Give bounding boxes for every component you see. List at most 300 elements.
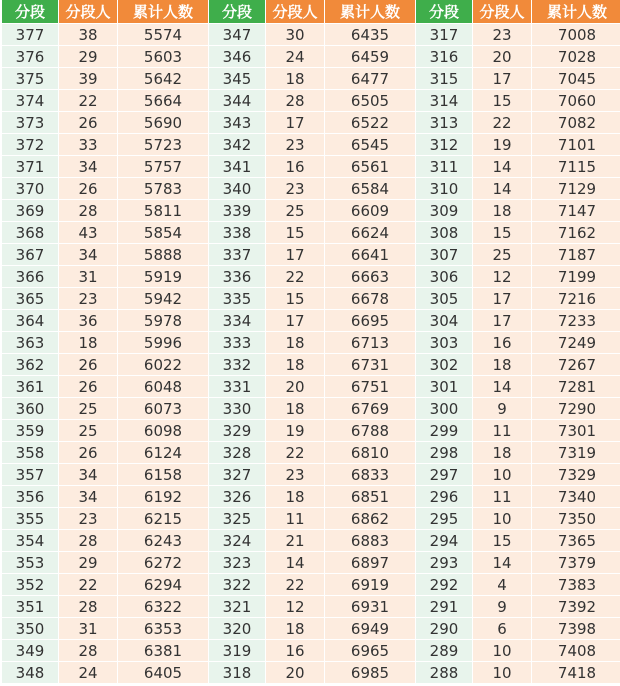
segment-cell: 361 xyxy=(2,376,58,398)
segment-cell: 341 xyxy=(209,156,265,178)
segment-cell: 331 xyxy=(209,376,265,398)
count-cell: 16 xyxy=(266,640,324,662)
count-cell: 23 xyxy=(266,464,324,486)
cumulative-cell: 7101 xyxy=(532,134,620,156)
count-cell: 19 xyxy=(473,134,531,156)
cumulative-cell: 6919 xyxy=(325,574,415,596)
segment-cell: 312 xyxy=(416,134,472,156)
count-cell: 34 xyxy=(59,244,117,266)
count-cell: 25 xyxy=(59,398,117,420)
cumulative-cell: 6833 xyxy=(325,464,415,486)
cumulative-cell: 7379 xyxy=(532,552,620,574)
cumulative-cell: 6883 xyxy=(325,530,415,552)
cumulative-cell: 6477 xyxy=(325,68,415,90)
segment-cell: 365 xyxy=(2,288,58,310)
count-cell: 16 xyxy=(473,332,531,354)
segment-cell: 320 xyxy=(209,618,265,640)
segment-cell: 337 xyxy=(209,244,265,266)
segment-cell: 375 xyxy=(2,68,58,90)
cumulative-cell: 6862 xyxy=(325,508,415,530)
segment-cell: 333 xyxy=(209,332,265,354)
count-cell: 18 xyxy=(473,442,531,464)
segment-cell: 330 xyxy=(209,398,265,420)
cumulative-cell: 7408 xyxy=(532,640,620,662)
count-cell: 24 xyxy=(59,662,117,684)
segment-cell: 338 xyxy=(209,222,265,244)
cumulative-cell: 5783 xyxy=(118,178,208,200)
segment-cell: 291 xyxy=(416,596,472,618)
cumulative-cell: 6124 xyxy=(118,442,208,464)
cumulative-cell: 6584 xyxy=(325,178,415,200)
segment-cell: 323 xyxy=(209,552,265,574)
cumulative-cell: 5996 xyxy=(118,332,208,354)
cumulative-cell: 6788 xyxy=(325,420,415,442)
cumulative-cell: 6931 xyxy=(325,596,415,618)
cumulative-cell: 6322 xyxy=(118,596,208,618)
segment-cell: 324 xyxy=(209,530,265,552)
segment-cell: 348 xyxy=(2,662,58,684)
cumulative-cell: 5574 xyxy=(118,24,208,46)
cumulative-cell: 6294 xyxy=(118,574,208,596)
segment-cell: 318 xyxy=(209,662,265,684)
segment-cell: 377 xyxy=(2,24,58,46)
segment-cell: 346 xyxy=(209,46,265,68)
count-cell: 18 xyxy=(266,618,324,640)
count-cell: 17 xyxy=(266,112,324,134)
cumulative-cell: 6695 xyxy=(325,310,415,332)
cumulative-cell: 6243 xyxy=(118,530,208,552)
segment-cell: 303 xyxy=(416,332,472,354)
cumulative-cell: 6949 xyxy=(325,618,415,640)
segment-cell: 369 xyxy=(2,200,58,222)
table-row xyxy=(2,288,620,310)
segment-cell: 327 xyxy=(209,464,265,486)
segment-cell: 296 xyxy=(416,486,472,508)
cumulative-cell: 6098 xyxy=(118,420,208,442)
cumulative-cell: 5854 xyxy=(118,222,208,244)
cumulative-cell: 7418 xyxy=(532,662,620,684)
segment-cell: 319 xyxy=(209,640,265,662)
cumulative-cell: 7319 xyxy=(532,442,620,464)
segment-cell: 288 xyxy=(416,662,472,684)
segment-cell: 301 xyxy=(416,376,472,398)
cumulative-cell: 7162 xyxy=(532,222,620,244)
cumulative-cell: 6505 xyxy=(325,90,415,112)
count-cell: 22 xyxy=(59,90,117,112)
segment-cell: 364 xyxy=(2,310,58,332)
header-cumulative: 累计人数 xyxy=(118,0,208,24)
cumulative-cell: 5723 xyxy=(118,134,208,156)
count-cell: 21 xyxy=(266,530,324,552)
segment-cell: 345 xyxy=(209,68,265,90)
cumulative-cell: 6965 xyxy=(325,640,415,662)
cumulative-cell: 6522 xyxy=(325,112,415,134)
cumulative-cell: 7383 xyxy=(532,574,620,596)
header-segment: 分段 xyxy=(416,0,472,24)
header-count: 分段人 xyxy=(59,0,117,24)
segment-cell: 292 xyxy=(416,574,472,596)
segment-cell: 353 xyxy=(2,552,58,574)
count-cell: 18 xyxy=(266,398,324,420)
cumulative-cell: 6985 xyxy=(325,662,415,684)
count-cell: 12 xyxy=(473,266,531,288)
segment-cell: 358 xyxy=(2,442,58,464)
cumulative-cell: 6609 xyxy=(325,200,415,222)
segment-cell: 336 xyxy=(209,266,265,288)
cumulative-cell: 6731 xyxy=(325,354,415,376)
score-table-container xyxy=(1,0,617,684)
table-row xyxy=(2,156,620,178)
count-cell: 14 xyxy=(266,552,324,574)
count-cell: 33 xyxy=(59,134,117,156)
count-cell: 18 xyxy=(473,200,531,222)
table-row xyxy=(2,420,620,442)
segment-cell: 321 xyxy=(209,596,265,618)
cumulative-cell: 6810 xyxy=(325,442,415,464)
segment-cell: 314 xyxy=(416,90,472,112)
cumulative-cell: 5757 xyxy=(118,156,208,178)
count-cell: 9 xyxy=(473,398,531,420)
count-cell: 22 xyxy=(59,574,117,596)
count-cell: 34 xyxy=(59,486,117,508)
table-row xyxy=(2,618,620,640)
segment-cell: 370 xyxy=(2,178,58,200)
segment-cell: 372 xyxy=(2,134,58,156)
table-row xyxy=(2,530,620,552)
count-cell: 14 xyxy=(473,376,531,398)
cumulative-cell: 6897 xyxy=(325,552,415,574)
table-row xyxy=(2,134,620,156)
cumulative-cell: 7329 xyxy=(532,464,620,486)
cumulative-cell: 6769 xyxy=(325,398,415,420)
cumulative-cell: 7249 xyxy=(532,332,620,354)
segment-cell: 300 xyxy=(416,398,472,420)
count-cell: 10 xyxy=(473,464,531,486)
segment-cell: 360 xyxy=(2,398,58,420)
count-cell: 15 xyxy=(266,288,324,310)
count-cell: 14 xyxy=(473,178,531,200)
segment-cell: 310 xyxy=(416,178,472,200)
cumulative-cell: 7350 xyxy=(532,508,620,530)
count-cell: 23 xyxy=(266,134,324,156)
segment-cell: 317 xyxy=(416,24,472,46)
count-cell: 14 xyxy=(473,552,531,574)
table-row xyxy=(2,332,620,354)
count-cell: 31 xyxy=(59,618,117,640)
segment-cell: 329 xyxy=(209,420,265,442)
count-cell: 17 xyxy=(473,68,531,90)
cumulative-cell: 7028 xyxy=(532,46,620,68)
segment-cell: 357 xyxy=(2,464,58,486)
count-cell: 28 xyxy=(266,90,324,112)
cumulative-cell: 5690 xyxy=(118,112,208,134)
cumulative-cell: 6624 xyxy=(325,222,415,244)
cumulative-cell: 7290 xyxy=(532,398,620,420)
cumulative-cell: 7233 xyxy=(532,310,620,332)
segment-cell: 376 xyxy=(2,46,58,68)
count-cell: 26 xyxy=(59,442,117,464)
cumulative-cell: 7129 xyxy=(532,178,620,200)
count-cell: 17 xyxy=(473,310,531,332)
segment-cell: 367 xyxy=(2,244,58,266)
count-cell: 28 xyxy=(59,530,117,552)
count-cell: 25 xyxy=(473,244,531,266)
count-cell: 15 xyxy=(473,530,531,552)
table-row xyxy=(2,112,620,134)
segment-cell: 371 xyxy=(2,156,58,178)
segment-cell: 304 xyxy=(416,310,472,332)
count-cell: 18 xyxy=(473,354,531,376)
segment-cell: 355 xyxy=(2,508,58,530)
segment-cell: 356 xyxy=(2,486,58,508)
count-cell: 34 xyxy=(59,156,117,178)
cumulative-cell: 5664 xyxy=(118,90,208,112)
segment-cell: 306 xyxy=(416,266,472,288)
cumulative-cell: 6158 xyxy=(118,464,208,486)
cumulative-cell: 6048 xyxy=(118,376,208,398)
segment-cell: 332 xyxy=(209,354,265,376)
header-segment: 分段 xyxy=(209,0,265,24)
segment-cell: 294 xyxy=(416,530,472,552)
cumulative-cell: 7045 xyxy=(532,68,620,90)
count-cell: 29 xyxy=(59,552,117,574)
count-cell: 22 xyxy=(266,442,324,464)
cumulative-cell: 6405 xyxy=(118,662,208,684)
count-cell: 23 xyxy=(266,178,324,200)
table-body xyxy=(2,24,620,684)
cumulative-cell: 6022 xyxy=(118,354,208,376)
cumulative-cell: 6561 xyxy=(325,156,415,178)
table-row xyxy=(2,46,620,68)
count-cell: 26 xyxy=(59,178,117,200)
table-row xyxy=(2,662,620,684)
count-cell: 36 xyxy=(59,310,117,332)
table-row xyxy=(2,68,620,90)
segment-cell: 289 xyxy=(416,640,472,662)
segment-cell: 368 xyxy=(2,222,58,244)
table-row xyxy=(2,244,620,266)
cumulative-cell: 7082 xyxy=(532,112,620,134)
cumulative-cell: 6381 xyxy=(118,640,208,662)
segment-cell: 374 xyxy=(2,90,58,112)
segment-cell: 313 xyxy=(416,112,472,134)
count-cell: 10 xyxy=(473,640,531,662)
count-cell: 20 xyxy=(266,376,324,398)
count-cell: 18 xyxy=(266,68,324,90)
count-cell: 28 xyxy=(59,596,117,618)
count-cell: 18 xyxy=(266,486,324,508)
cumulative-cell: 5942 xyxy=(118,288,208,310)
count-cell: 38 xyxy=(59,24,117,46)
cumulative-cell: 7147 xyxy=(532,200,620,222)
count-cell: 39 xyxy=(59,68,117,90)
count-cell: 23 xyxy=(59,508,117,530)
count-cell: 25 xyxy=(266,200,324,222)
segment-cell: 299 xyxy=(416,420,472,442)
count-cell: 29 xyxy=(59,46,117,68)
header-cumulative: 累计人数 xyxy=(532,0,620,24)
count-cell: 26 xyxy=(59,376,117,398)
segment-cell: 359 xyxy=(2,420,58,442)
cumulative-cell: 7187 xyxy=(532,244,620,266)
table-row xyxy=(2,178,620,200)
count-cell: 6 xyxy=(473,618,531,640)
count-cell: 23 xyxy=(473,24,531,46)
table-row xyxy=(2,376,620,398)
count-cell: 19 xyxy=(266,420,324,442)
cumulative-cell: 6192 xyxy=(118,486,208,508)
cumulative-cell: 6713 xyxy=(325,332,415,354)
table-row xyxy=(2,310,620,332)
segment-cell: 363 xyxy=(2,332,58,354)
header-count: 分段人 xyxy=(266,0,324,24)
cumulative-cell: 6272 xyxy=(118,552,208,574)
table-row xyxy=(2,354,620,376)
table-row xyxy=(2,596,620,618)
count-cell: 28 xyxy=(59,640,117,662)
cumulative-cell: 6851 xyxy=(325,486,415,508)
count-cell: 18 xyxy=(266,354,324,376)
cumulative-cell: 6678 xyxy=(325,288,415,310)
segment-cell: 326 xyxy=(209,486,265,508)
table-row xyxy=(2,398,620,420)
count-cell: 9 xyxy=(473,596,531,618)
count-cell: 20 xyxy=(266,662,324,684)
table-row xyxy=(2,266,620,288)
count-cell: 11 xyxy=(473,420,531,442)
count-cell: 34 xyxy=(59,464,117,486)
segment-cell: 325 xyxy=(209,508,265,530)
count-cell: 15 xyxy=(266,222,324,244)
header-count: 分段人 xyxy=(473,0,531,24)
table-row xyxy=(2,24,620,46)
header-cumulative: 累计人数 xyxy=(325,0,415,24)
segment-cell: 316 xyxy=(416,46,472,68)
count-cell: 15 xyxy=(473,90,531,112)
segment-cell: 309 xyxy=(416,200,472,222)
cumulative-cell: 6545 xyxy=(325,134,415,156)
cumulative-cell: 5978 xyxy=(118,310,208,332)
count-cell: 31 xyxy=(59,266,117,288)
count-cell: 11 xyxy=(266,508,324,530)
count-cell: 20 xyxy=(473,46,531,68)
segment-cell: 308 xyxy=(416,222,472,244)
table-row xyxy=(2,486,620,508)
count-cell: 17 xyxy=(266,310,324,332)
count-cell: 17 xyxy=(266,244,324,266)
segment-cell: 315 xyxy=(416,68,472,90)
count-cell: 12 xyxy=(266,596,324,618)
cumulative-cell: 6353 xyxy=(118,618,208,640)
count-cell: 18 xyxy=(59,332,117,354)
header-row xyxy=(2,0,620,24)
segment-cell: 311 xyxy=(416,156,472,178)
table-row xyxy=(2,640,620,662)
segment-cell: 347 xyxy=(209,24,265,46)
segment-cell: 297 xyxy=(416,464,472,486)
cumulative-cell: 7301 xyxy=(532,420,620,442)
cumulative-cell: 5811 xyxy=(118,200,208,222)
count-cell: 10 xyxy=(473,662,531,684)
segment-cell: 350 xyxy=(2,618,58,640)
cumulative-cell: 7365 xyxy=(532,530,620,552)
count-cell: 15 xyxy=(473,222,531,244)
cumulative-cell: 5888 xyxy=(118,244,208,266)
table-row xyxy=(2,508,620,530)
segment-cell: 366 xyxy=(2,266,58,288)
count-cell: 16 xyxy=(266,156,324,178)
cumulative-cell: 7060 xyxy=(532,90,620,112)
segment-cell: 307 xyxy=(416,244,472,266)
count-cell: 30 xyxy=(266,24,324,46)
cumulative-cell: 5642 xyxy=(118,68,208,90)
cumulative-cell: 7199 xyxy=(532,266,620,288)
segment-cell: 373 xyxy=(2,112,58,134)
segment-cell: 344 xyxy=(209,90,265,112)
count-cell: 10 xyxy=(473,508,531,530)
cumulative-cell: 6435 xyxy=(325,24,415,46)
segment-cell: 302 xyxy=(416,354,472,376)
count-cell: 24 xyxy=(266,46,324,68)
segment-cell: 342 xyxy=(209,134,265,156)
count-cell: 26 xyxy=(59,112,117,134)
cumulative-cell: 6751 xyxy=(325,376,415,398)
cumulative-cell: 5919 xyxy=(118,266,208,288)
score-distribution-table xyxy=(1,0,620,684)
segment-cell: 298 xyxy=(416,442,472,464)
segment-cell: 335 xyxy=(209,288,265,310)
segment-cell: 352 xyxy=(2,574,58,596)
cumulative-cell: 7267 xyxy=(532,354,620,376)
count-cell: 43 xyxy=(59,222,117,244)
count-cell: 14 xyxy=(473,156,531,178)
cumulative-cell: 7340 xyxy=(532,486,620,508)
count-cell: 25 xyxy=(59,420,117,442)
count-cell: 22 xyxy=(473,112,531,134)
segment-cell: 354 xyxy=(2,530,58,552)
cumulative-cell: 6215 xyxy=(118,508,208,530)
count-cell: 23 xyxy=(59,288,117,310)
table-row xyxy=(2,552,620,574)
segment-cell: 362 xyxy=(2,354,58,376)
segment-cell: 322 xyxy=(209,574,265,596)
cumulative-cell: 7398 xyxy=(532,618,620,640)
segment-cell: 295 xyxy=(416,508,472,530)
count-cell: 17 xyxy=(473,288,531,310)
cumulative-cell: 6073 xyxy=(118,398,208,420)
table-row xyxy=(2,200,620,222)
table-row xyxy=(2,442,620,464)
segment-cell: 340 xyxy=(209,178,265,200)
segment-cell: 328 xyxy=(209,442,265,464)
cumulative-cell: 7216 xyxy=(532,288,620,310)
segment-cell: 334 xyxy=(209,310,265,332)
segment-cell: 290 xyxy=(416,618,472,640)
segment-cell: 339 xyxy=(209,200,265,222)
header-segment: 分段 xyxy=(2,0,58,24)
cumulative-cell: 7392 xyxy=(532,596,620,618)
count-cell: 22 xyxy=(266,574,324,596)
segment-cell: 305 xyxy=(416,288,472,310)
table-row xyxy=(2,464,620,486)
table-row xyxy=(2,90,620,112)
segment-cell: 293 xyxy=(416,552,472,574)
segment-cell: 343 xyxy=(209,112,265,134)
cumulative-cell: 6663 xyxy=(325,266,415,288)
cumulative-cell: 7281 xyxy=(532,376,620,398)
segment-cell: 351 xyxy=(2,596,58,618)
cumulative-cell: 7115 xyxy=(532,156,620,178)
